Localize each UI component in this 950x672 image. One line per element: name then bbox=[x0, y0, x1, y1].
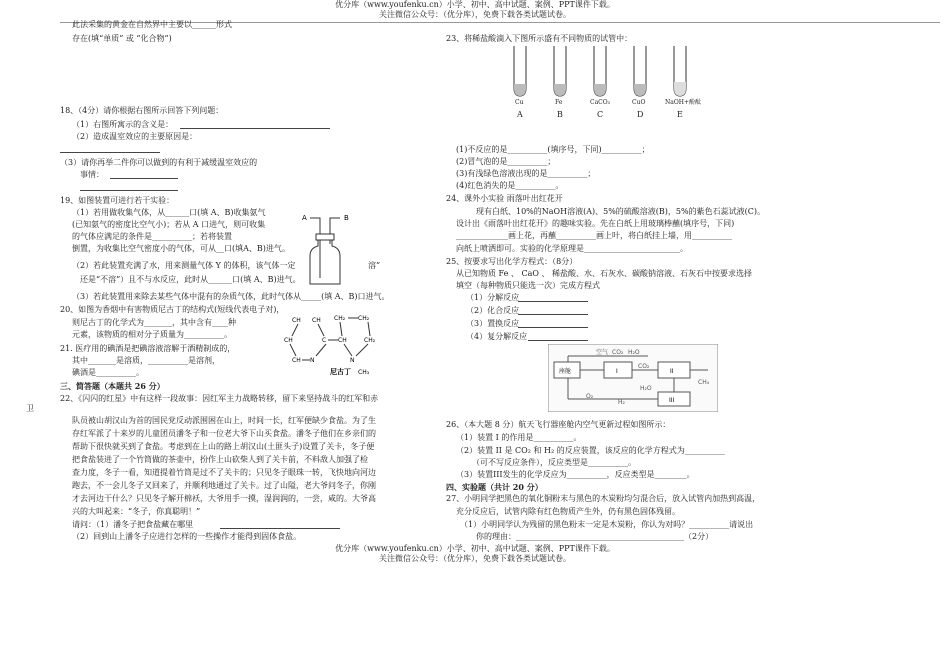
tube-letter-d: D bbox=[637, 110, 644, 119]
q19-part-2b: 还是“不溶”）且不与水反应，此时从______口(填 A、B)进气。 bbox=[80, 275, 301, 284]
q24-part-d: _____________画上花，再蘸__________画上叶，将白纸挂上墙，用__________ bbox=[456, 231, 732, 240]
q23-part-1: (1)不反应的是__________(填序号，下同)__________； bbox=[456, 145, 650, 154]
nic-ch3: CH₃ bbox=[358, 369, 370, 376]
tube-letter-e: E bbox=[677, 110, 683, 119]
q19-part-1: （1）若用做收集气体，从______口(填 A、B)收集氨气 bbox=[72, 208, 266, 217]
tube-b bbox=[554, 46, 566, 96]
q18-part-1: （1）右图所寓示的含义是： bbox=[72, 120, 174, 129]
q18-part-2: （2）造成温室效应的主要原因是： bbox=[72, 132, 198, 141]
q19-part-2: （2）若此装置充满了水，用来测量气体 Y 的体积，该气体一定 bbox=[72, 261, 296, 270]
diag-co2-mid: CO₂ bbox=[638, 363, 650, 370]
q27-title: 27、小明同学把黑色的氧化铜粉末与黑色的木炭粉均匀混合后，放入试管内加热到高温， bbox=[446, 494, 761, 503]
diag-box-i-label: I bbox=[616, 368, 618, 375]
tube-label-e: NaOH+酚酞 bbox=[665, 99, 702, 106]
footer-line-2: 关注微信公众号：（优分库），免费下载各类试题试卷。 bbox=[379, 554, 571, 563]
q22-para-5: 查力度，冬子一看，知道提着竹筒是过不了关卡的；只见冬子眼珠一转，飞快地向河边 bbox=[72, 468, 376, 477]
q21-part-b: 其中_______是溶质，__________是溶剂， bbox=[72, 356, 220, 365]
diag-h2-label: H₂ bbox=[618, 399, 625, 406]
q25-answer-line-3 bbox=[518, 327, 588, 328]
q22-question-2: （2）回到山上潘冬子应进行怎样的一些操作才能得到固体食盐。 bbox=[72, 532, 302, 541]
diag-h2o-mid: H₂O bbox=[640, 385, 652, 392]
q25-part-b: 从已知物质 Fe 、 CaO 、 稀盐酸、水、石灰水、碳酸钠溶液、石灰石中按要求选择 bbox=[456, 269, 753, 278]
header-line-2: 关注微信公众号：（优分库），免费下载各类试题试卷。 bbox=[379, 10, 571, 19]
q20-title: 20、如图为香烟中有害物质尼古丁的结构式(短线代表电子对)， bbox=[60, 305, 285, 314]
q26-part-1: （1）装置 I 的作用是__________。 bbox=[456, 433, 582, 442]
q24-title: 24、课外小实验 雨落叶出红花开 bbox=[446, 194, 563, 203]
tube-d bbox=[634, 46, 646, 96]
q27-part-c: （1）小明同学认为残留的黑色粉末一定是木炭粉，你认为对吗？__________请说出 bbox=[460, 520, 754, 529]
q26-title: 26、（本大题 8 分）航天飞行器座舱内空气更新过程如图所示： bbox=[446, 420, 671, 429]
nic-ch-4: CH bbox=[292, 357, 301, 364]
q22-answer-line-1 bbox=[220, 528, 340, 529]
q25-item-4: （4）复分解反应 bbox=[466, 332, 528, 341]
tube-a bbox=[514, 46, 526, 96]
apparatus-label-b: B bbox=[344, 214, 349, 222]
section-4-title: 四、实验题（共计 20 分） bbox=[446, 482, 543, 492]
q25-item-1: （1）分解反应 bbox=[466, 293, 520, 302]
q24-part-b: 现有白纸、10%的NaOH溶液(A)、5%的硫酸溶液(B)，5%的紫色石蕊试液(C)。 bbox=[476, 207, 765, 216]
q22-para-3: 帮助下很快就买到了食盐。考虑到在上山的路上胡汉山(土匪头子)设置了关卡，冬子便 bbox=[72, 442, 375, 451]
nic-ch2-2: CH₂ bbox=[358, 315, 370, 322]
nic-ch-5: CH bbox=[338, 337, 347, 344]
q22-para-2: 存红军派了十来岁的儿童团员潘冬子和一位老大爷下山买食盐。潘冬子他们在乡亲们的 bbox=[72, 429, 376, 438]
q26-part-2: （2）装置 II 是 CO₂ 和 H₂ 的反应装置，该反应的化学方程式为__________ bbox=[456, 446, 725, 455]
diag-box-ii bbox=[658, 362, 690, 378]
left-top-line-2: 存在(填“单质” 或 “化合物”) bbox=[72, 34, 172, 43]
q19-part-1d: 倒置，为收集比空气密度小的气体，可从__口(填A、B)进气。 bbox=[72, 244, 290, 253]
nic-ch2-1: CH₂ bbox=[334, 315, 346, 322]
q18-answer-line-2 bbox=[60, 152, 160, 153]
q18-answer-line-3 bbox=[110, 178, 178, 179]
nic-c: C bbox=[322, 337, 327, 344]
q25-title: 25、按要求写出化学方程式：（8分） bbox=[446, 257, 578, 266]
q22-question-1: 请问：（1）潘冬子把食盐藏在哪里 bbox=[72, 520, 194, 529]
diag-o2-label: O₂ bbox=[586, 393, 594, 400]
diag-air-label: 空气 bbox=[596, 349, 609, 356]
tube-label-c: CaCO₃ bbox=[590, 99, 611, 106]
tube-label-d: CuO bbox=[632, 99, 646, 106]
q22-para-7: 才去河边干什么？只见冬子解开棉袄，大爷用手一摸，湿润润的，一尝，咸的。大爷高 bbox=[72, 494, 376, 503]
q21-title: 21. 医疗用的碘酒是把碘溶液溶解于酒精制成的， bbox=[60, 344, 236, 353]
margin-mark: 卫 bbox=[26, 404, 34, 413]
header-line-1: 优分库（www.youfenku.cn）小学、初中、高中试题、案例、PPT课件下载。 bbox=[335, 0, 615, 9]
q18-part-3b: 事情： bbox=[80, 170, 104, 179]
diag-box-cabin-label: 座舱 bbox=[559, 368, 572, 375]
diag-co2-top: CO₂ bbox=[612, 349, 624, 356]
q23-part-3: (3)有浅绿色溶液出现的是__________； bbox=[456, 169, 596, 178]
q22-para-1: 队员被山胡汉山为首的国民党反动派围困在山上，时间一长，红军便缺少食盐。为了生 bbox=[72, 416, 376, 425]
nic-n-2: N bbox=[350, 357, 355, 364]
q20-part-b: 则尼古丁的化学式为_______，其中含有____种 bbox=[72, 318, 236, 327]
q25-answer-line-4 bbox=[528, 340, 588, 341]
q25-answer-line-2 bbox=[518, 314, 588, 315]
tube-label-a: Cu bbox=[515, 99, 524, 106]
diag-h2o-top: H₂O bbox=[628, 349, 640, 356]
nic-ch-2: CH bbox=[312, 317, 321, 324]
q25-item-2: （2）化合反应 bbox=[466, 306, 520, 315]
nic-ch2-3: CH₂ bbox=[364, 337, 376, 344]
q21-part-c: 碘酒是__________。 bbox=[72, 368, 144, 377]
q19-part-1c: 的气体应满足的条件是__________；若将装置 bbox=[72, 232, 232, 241]
cabin-air-diagram bbox=[548, 344, 718, 412]
q22-para-6: 跑去，不一会儿冬子又回来了，并顺利地通过了关卡。过了山隘，老大爷问冬子，你刚 bbox=[72, 481, 376, 490]
q23-title: 23、将稀盐酸滴入下图所示盛有不同物质的试管中： bbox=[446, 34, 633, 43]
q19-title: 19、如图装置可进行若干实验： bbox=[60, 196, 175, 205]
q22-title: 22、《闪闪的红星》中有这样一段故事：因红军主力战略转移，留下来坚持战斗的红军和赤 bbox=[60, 394, 379, 403]
diag-ch4-label: CH₄ bbox=[698, 379, 710, 386]
diag-box-ii-label: II bbox=[670, 368, 674, 375]
tube-label-b: Fe bbox=[555, 99, 563, 106]
q18-title: 18、（4分）请你根据右图所示回答下列问题： bbox=[60, 106, 224, 115]
tube-letter-b: B bbox=[557, 110, 563, 119]
tube-e bbox=[674, 46, 686, 96]
nic-caption: 尼古丁 bbox=[330, 368, 351, 376]
q22-para-4: 把食盐装进了一个竹筒做的茶壶中，扮作上山砍柴人到了关卡前，不料敌人加强了检 bbox=[72, 455, 368, 464]
q23-part-4: (4)红色消失的是__________。 bbox=[456, 181, 564, 190]
tube-c bbox=[594, 46, 606, 96]
apparatus-label-a: A bbox=[302, 214, 307, 222]
nic-n-1: N bbox=[310, 357, 315, 364]
q19-part-3: （3）若此装置用来除去某些气体中混有的杂质气体，此时气体从_____(填 A、B)口进气。 bbox=[72, 292, 390, 301]
q20-part-c: 元素，该物质的相对分子质量为__________。 bbox=[72, 330, 232, 339]
tube-letter-c: C bbox=[597, 110, 604, 119]
q18-part-3: （3）请你再举二件你可以做到的有利于减缓温室效应的 bbox=[60, 158, 258, 167]
q23-part-2: (2)冒气泡的是__________； bbox=[456, 157, 556, 166]
footer-line-1: 优分库（www.youfenku.cn）小学、初中、高中试题、案例、PPT课件下载。 bbox=[335, 544, 615, 553]
diag-box-i bbox=[604, 362, 632, 378]
q27-part-d: 你的理由：__________________________________________（2分） bbox=[476, 532, 714, 541]
q19-part-1b: (已知氨气的密度比空气小)；若从 A 口进气，则可收集 bbox=[72, 220, 266, 229]
q26-part-3: （3）装置III发生的化学反应为__________，反应类型是________。 bbox=[456, 470, 695, 479]
gas-bottle-apparatus bbox=[300, 208, 360, 288]
nicotine-structure-diagram bbox=[282, 300, 392, 380]
nic-ch-3: CH bbox=[284, 337, 293, 344]
nic-ch-1: CH bbox=[292, 317, 301, 324]
left-top-line-1: 此法采集的黄金在自然界中主要以______形式 bbox=[72, 20, 232, 29]
q22-para-8: 兴的大叫起来：“冬子，你真聪明！” bbox=[72, 507, 201, 516]
diag-box-iii-label: III bbox=[669, 397, 675, 404]
q25-part-c: 填空（每种物质只能选一次）完成方程式 bbox=[456, 281, 600, 290]
q19-part-2-suffix: 溶” bbox=[368, 261, 381, 270]
q24-part-c: 设计出《雨落叶出红花开》的趣味实验。先在白纸上用玻璃棒蘸(填序号，下同) bbox=[456, 219, 735, 228]
tube-letter-a: A bbox=[517, 110, 523, 119]
q18-answer-line-4 bbox=[80, 190, 178, 191]
q25-answer-line-1 bbox=[518, 301, 588, 302]
q25-item-3: （3）置换反应 bbox=[466, 319, 520, 328]
section-3-title: 三、简答题（本题共 26 分） bbox=[60, 381, 165, 391]
q27-part-b: 充分反应后，试管内除有红色物质产生外，仍有黑色固体残留。 bbox=[456, 507, 680, 516]
q18-answer-line-1 bbox=[180, 128, 330, 129]
q26-part-2b: （可不写反应条件），反应类型是__________。 bbox=[472, 458, 636, 467]
q24-part-e: 向纸上喷洒即可。实验的化学原理是________________________。 bbox=[456, 244, 688, 253]
